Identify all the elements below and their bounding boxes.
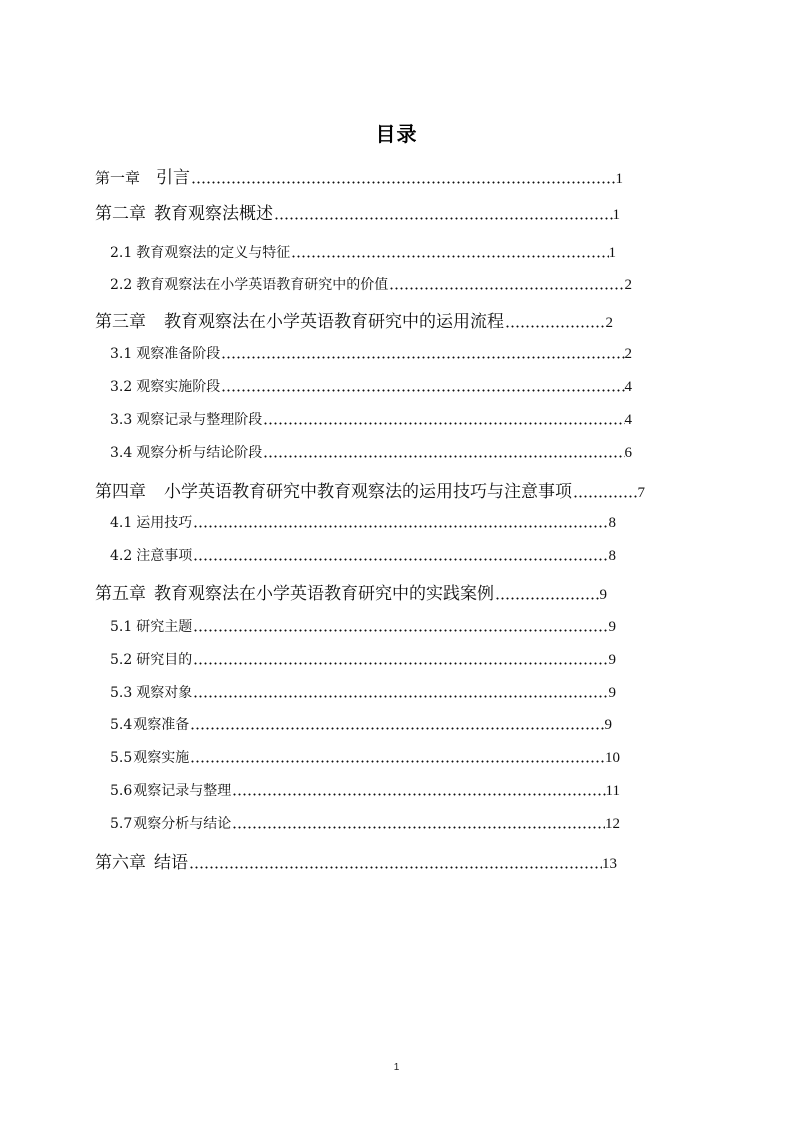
dot-leader xyxy=(274,207,613,224)
toc-entry-page: 12 xyxy=(605,816,620,832)
toc-entry-number: 第二章 xyxy=(95,204,146,224)
toc-entry-section-5-1[interactable] xyxy=(110,616,616,636)
toc-entry-section-5-7[interactable] xyxy=(110,813,620,833)
toc-entry-title: 观察分析与结论 xyxy=(133,816,232,832)
toc-entry-number: 3.4 xyxy=(110,445,133,461)
toc-entry-title: 观察记录与整理 xyxy=(133,783,232,799)
toc-entry-title: 教育观察法在小学英语教育研究中的价值 xyxy=(136,277,389,293)
toc-entry-number: 5.3 xyxy=(110,685,133,701)
toc-entry-number: 第三章 xyxy=(95,312,146,332)
dot-leader xyxy=(189,856,602,873)
toc-entry-section-5-5[interactable] xyxy=(110,747,620,767)
toc-entry-page: 10 xyxy=(605,750,620,766)
toc-entry-number: 5.5 xyxy=(110,750,133,766)
toc-entry-section-3-1[interactable] xyxy=(110,343,632,363)
toc-entry-section-4-2[interactable] xyxy=(110,545,616,565)
dot-leader xyxy=(505,315,606,332)
toc-entry-number: 5.1 xyxy=(110,619,133,635)
toc-entry-title: 研究主题 xyxy=(136,619,193,635)
toc-entry-page: 11 xyxy=(605,783,620,799)
dot-leader xyxy=(232,819,605,833)
dot-leader xyxy=(190,753,605,767)
toc-entry-number: 5.6 xyxy=(110,783,133,799)
toc-entry-number: 5.2 xyxy=(110,652,133,668)
toc-entry-title: 观察实施 xyxy=(133,750,190,766)
toc-entry-section-2-1[interactable] xyxy=(110,242,616,262)
toc-entry-number: 4.2 xyxy=(110,548,133,564)
toc-entry-section-5-4[interactable] xyxy=(110,714,612,734)
toc-entry-title: 引言 xyxy=(156,168,191,188)
toc-entry-number: 2.1 xyxy=(110,245,133,261)
toc-entry-section-3-4[interactable] xyxy=(110,442,632,462)
toc-entry-page: 9 xyxy=(608,619,616,635)
dot-leader xyxy=(193,518,608,532)
toc-entry-section-5-6[interactable] xyxy=(110,780,620,800)
toc-entry-chapter-4[interactable] xyxy=(95,477,645,502)
toc-entry-section-2-2[interactable] xyxy=(110,274,632,294)
toc-heading: 目录 xyxy=(375,122,418,146)
toc-entry-title: 教育观察法概述 xyxy=(154,204,273,224)
dot-leader xyxy=(221,349,624,363)
toc-entry-page: 8 xyxy=(608,515,616,531)
toc-entry-page: 7 xyxy=(637,485,645,501)
dot-leader xyxy=(495,587,600,604)
dot-leader xyxy=(193,622,608,636)
toc-entry-chapter-5[interactable] xyxy=(95,579,607,604)
toc-entry-title: 教育观察法的定义与特征 xyxy=(136,245,291,261)
footer-page-number: 1 xyxy=(393,1062,400,1073)
toc-entry-page: 8 xyxy=(608,548,616,564)
toc-entry-number: 3.3 xyxy=(110,412,133,428)
toc-entry-number: 2.2 xyxy=(110,277,133,293)
toc-entry-page: 2 xyxy=(624,277,632,293)
dot-leader xyxy=(291,248,608,262)
toc-entry-title: 观察对象 xyxy=(136,685,193,701)
toc-entry-page: 13 xyxy=(602,856,617,872)
toc-entry-number: 4.1 xyxy=(110,515,133,531)
toc-entry-title: 教育观察法在小学英语教育研究中的运用流程 xyxy=(164,312,504,332)
toc-entry-page: 1 xyxy=(612,207,620,223)
toc-entry-title: 研究目的 xyxy=(136,652,193,668)
toc-entry-section-4-1[interactable] xyxy=(110,512,616,532)
toc-entry-chapter-6[interactable] xyxy=(95,848,617,873)
dot-leader xyxy=(191,173,615,188)
dot-leader xyxy=(389,280,624,294)
toc-entry-title: 结语 xyxy=(154,853,188,873)
toc-entry-page: 9 xyxy=(608,685,616,701)
toc-entry-chapter-3[interactable] xyxy=(95,307,613,332)
dot-leader xyxy=(573,485,638,502)
toc-entry-section-5-3[interactable] xyxy=(110,682,616,702)
toc-entry-chapter-2[interactable] xyxy=(95,199,620,224)
toc-entry-page: 4 xyxy=(624,412,632,428)
dot-leader xyxy=(263,415,624,429)
dot-leader xyxy=(221,382,624,396)
toc-entry-title: 观察准备阶段 xyxy=(136,346,221,362)
toc-entry-section-3-2[interactable] xyxy=(110,376,632,396)
toc-entry-page: 1 xyxy=(608,245,616,261)
toc-entry-page: 2 xyxy=(605,315,613,331)
dot-leader xyxy=(193,688,608,702)
dot-leader xyxy=(193,551,608,565)
toc-entry-number: 第五章 xyxy=(95,584,146,604)
toc-entry-page: 2 xyxy=(624,346,632,362)
toc-entry-title: 教育观察法在小学英语教育研究中的实践案例 xyxy=(154,584,494,604)
toc-entry-page: 6 xyxy=(624,445,632,461)
toc-entry-chapter-1[interactable] xyxy=(95,163,623,188)
toc-entry-section-3-3[interactable] xyxy=(110,409,632,429)
toc-entry-number: 3.1 xyxy=(110,346,133,362)
toc-entry-title: 注意事项 xyxy=(136,548,193,564)
dot-leader xyxy=(263,448,624,462)
dot-leader xyxy=(190,720,604,734)
toc-entry-title: 小学英语教育研究中教育观察法的运用技巧与注意事项 xyxy=(164,482,572,502)
toc-entry-title: 观察实施阶段 xyxy=(136,379,221,395)
toc-entry-number: 第六章 xyxy=(95,853,146,873)
toc-entry-number: 第四章 xyxy=(95,482,146,502)
toc-entry-page: 9 xyxy=(608,652,616,668)
toc-entry-number: 第一章 xyxy=(95,169,141,187)
toc-entry-section-5-2[interactable] xyxy=(110,649,616,669)
dot-leader xyxy=(232,786,605,800)
toc-entry-title: 观察记录与整理阶段 xyxy=(136,412,263,428)
toc-entry-title: 观察准备 xyxy=(133,717,190,733)
toc-entry-page: 9 xyxy=(599,587,607,603)
toc-entry-number: 5.7 xyxy=(110,816,133,832)
toc-entry-title: 运用技巧 xyxy=(136,515,193,531)
toc-entry-page: 1 xyxy=(615,171,623,187)
toc-entry-title: 观察分析与结论阶段 xyxy=(136,445,263,461)
toc-entry-number: 3.2 xyxy=(110,379,133,395)
toc-entry-page: 9 xyxy=(604,717,612,733)
dot-leader xyxy=(193,655,608,669)
toc-entry-page: 4 xyxy=(624,379,632,395)
toc-entry-number: 5.4 xyxy=(110,717,133,733)
